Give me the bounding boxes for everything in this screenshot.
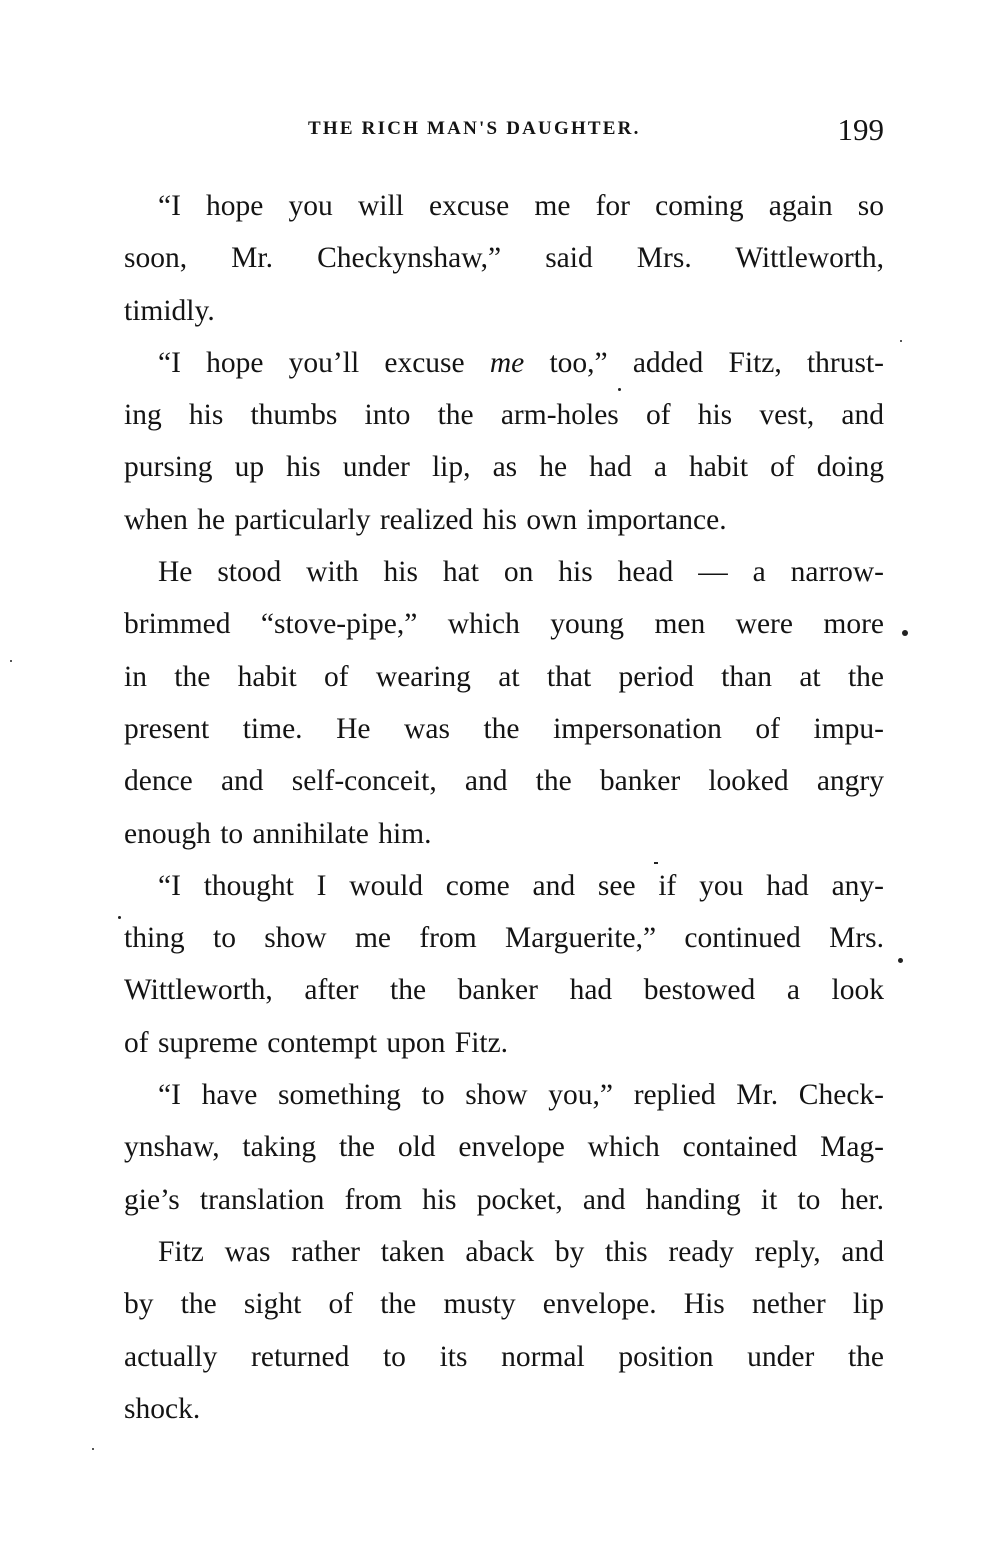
text-line: in the habit of wearing at that period than at the [124, 660, 884, 693]
text-line: He stood with his hat on his head — a narrow- [158, 556, 884, 589]
paragraph-1 [124, 180, 884, 337]
text-line: soon, Mr. Checkynshaw,” said Mrs. Wittleworth, [124, 242, 884, 275]
print-speck [898, 958, 903, 963]
text-fragment: “I hope you’ll excuse [158, 346, 490, 379]
text-fragment: too,” added Fitz, thrust- [524, 346, 884, 379]
paragraph-2 [124, 337, 884, 546]
text-line: thing to show me from Marguerite,” continued Mrs. [124, 922, 884, 955]
body-text [124, 180, 884, 1435]
paragraph-6 [124, 1226, 884, 1435]
text-line: ing his thumbs into the arm-holes of his vest, and [124, 399, 884, 432]
text-line: pursing up his under lip, as he had a habit of doing [124, 451, 884, 484]
text-line: enough to annihilate him. [124, 817, 432, 850]
emphasis-text: me [489, 346, 525, 379]
print-speck [118, 916, 121, 919]
text-line: gie’s translation from his pocket, and handing it to her. [124, 1183, 884, 1216]
print-speck [92, 1448, 94, 1450]
text-line: when he particularly realized his own importance. [124, 503, 727, 536]
text-line: brimmed “stove-pipe,” which young men were more [124, 608, 884, 641]
running-title: THE RICH MAN'S DAUGHTER. [308, 118, 641, 139]
text-line: “I have something to show you,” replied Mr. Check- [158, 1079, 884, 1112]
print-speck [10, 660, 12, 662]
text-line: Fitz was rather taken aback by this ready reply, and [158, 1235, 884, 1268]
print-speck [902, 630, 908, 636]
text-line: Wittleworth, after the banker had bestowed a look [124, 974, 884, 1007]
print-speck [654, 862, 658, 864]
text-line: ynshaw, taking the old envelope which contained Mag- [124, 1131, 884, 1164]
text-line: dence and self-conceit, and the banker looked angry [124, 765, 884, 798]
text-line [124, 337, 884, 389]
page-number: 199 [837, 112, 884, 147]
text-line: by the sight of the musty envelope. His nether lip [124, 1288, 884, 1321]
text-line: “I hope you will excuse me for coming again so [158, 190, 884, 222]
text-line: present time. He was the impersonation of impu- [124, 712, 884, 745]
running-head [124, 112, 884, 152]
text-line: of supreme contempt upon Fitz. [124, 1026, 509, 1059]
print-speck [900, 340, 902, 342]
print-speck [618, 388, 621, 391]
text-line: actually returned to its normal position under the [124, 1340, 884, 1373]
text-line: timidly. [124, 294, 215, 327]
text-line: “I thought I would come and see if you had any- [158, 869, 884, 902]
paragraph-3 [124, 546, 884, 860]
paragraph-4 [124, 860, 884, 1069]
paragraph-5 [124, 1069, 884, 1226]
text-line: shock. [124, 1392, 201, 1425]
